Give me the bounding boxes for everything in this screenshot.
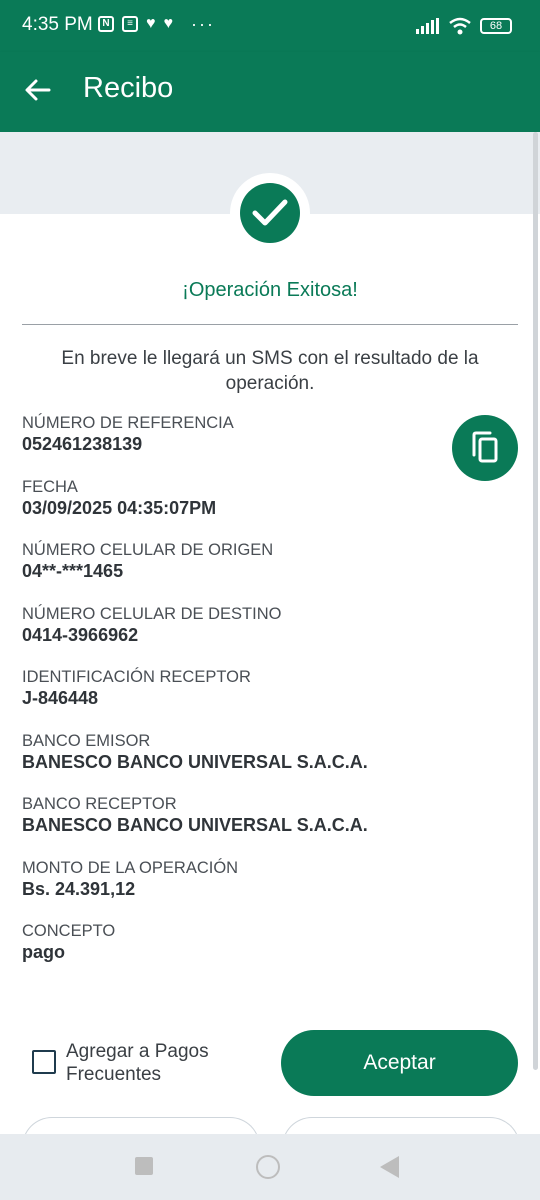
field-label: MONTO DE LA OPERACIÓN	[22, 859, 239, 877]
sms-notice: En breve le llegará un SMS con el resultado de la operación.	[61, 348, 479, 394]
app-notification-icon: ≡	[122, 16, 138, 32]
field-value: BANESCO BANCO UNIVERSAL S.A.C.A.	[22, 815, 368, 835]
field-value: pago	[22, 942, 65, 962]
field-label: FECHA	[22, 478, 78, 496]
field-value: J-846448	[22, 688, 99, 708]
health-icon: ♥	[146, 15, 156, 32]
nfc-icon: N	[98, 16, 114, 32]
field-value: 052461238139	[22, 434, 143, 454]
status-bar	[0, 0, 540, 52]
field-value: Bs. 24.391,12	[22, 879, 136, 899]
recent-apps-icon[interactable]	[135, 1157, 153, 1175]
field-concept	[22, 921, 115, 963]
field-origin-phone	[22, 540, 273, 582]
home-icon[interactable]	[256, 1155, 280, 1179]
field-value: BANESCO BANCO UNIVERSAL S.A.C.A.	[22, 752, 368, 772]
system-nav-bar	[0, 1134, 540, 1200]
field-value: 0414-3966962	[22, 625, 139, 645]
app-bar	[0, 52, 540, 132]
field-reference-number	[22, 413, 234, 455]
field-value: 04**-***1465	[22, 561, 124, 581]
field-receiving-bank	[22, 794, 368, 836]
wifi-icon	[448, 17, 472, 35]
system-icons	[416, 17, 512, 35]
field-label: NÚMERO CELULAR DE ORIGEN	[22, 541, 274, 559]
field-label: NÚMERO CELULAR DE DESTINO	[22, 605, 282, 623]
field-issuing-bank	[22, 731, 368, 773]
scrollbar[interactable]	[533, 132, 538, 1070]
success-message: ¡Operación Exitosa!	[182, 279, 358, 301]
frequent-payments-label[interactable]: Agregar a Pagos Frecuentes	[66, 1041, 209, 1085]
accept-button[interactable]: Aceptar	[281, 1030, 518, 1096]
field-label: BANCO EMISOR	[22, 732, 151, 750]
field-amount	[22, 858, 238, 900]
field-label: NÚMERO DE REFERENCIA	[22, 414, 234, 432]
field-destination-phone	[22, 604, 281, 646]
field-receiver-id	[22, 667, 251, 709]
field-date	[22, 477, 216, 519]
field-label: BANCO RECEPTOR	[22, 795, 177, 813]
copy-icon	[470, 431, 500, 465]
more-notifications-icon: ···	[191, 14, 215, 34]
page-title: Recibo	[83, 72, 174, 104]
arrow-left-icon[interactable]	[22, 74, 54, 106]
field-label: CONCEPTO	[22, 922, 116, 940]
status-time: 4:35 PM	[22, 14, 93, 35]
field-label: IDENTIFICACIÓN RECEPTOR	[22, 668, 251, 686]
field-value: 03/09/2025 04:35:07PM	[22, 498, 217, 518]
check-circle-icon	[240, 183, 300, 243]
battery-icon: 68	[480, 18, 512, 34]
health-icon: ♥	[163, 15, 173, 32]
signal-icon	[416, 18, 440, 34]
back-nav-icon[interactable]	[380, 1156, 399, 1178]
copy-button[interactable]	[452, 415, 518, 481]
frequent-payments-checkbox[interactable]	[32, 1050, 56, 1074]
notification-icons	[98, 16, 215, 32]
divider	[22, 324, 518, 325]
